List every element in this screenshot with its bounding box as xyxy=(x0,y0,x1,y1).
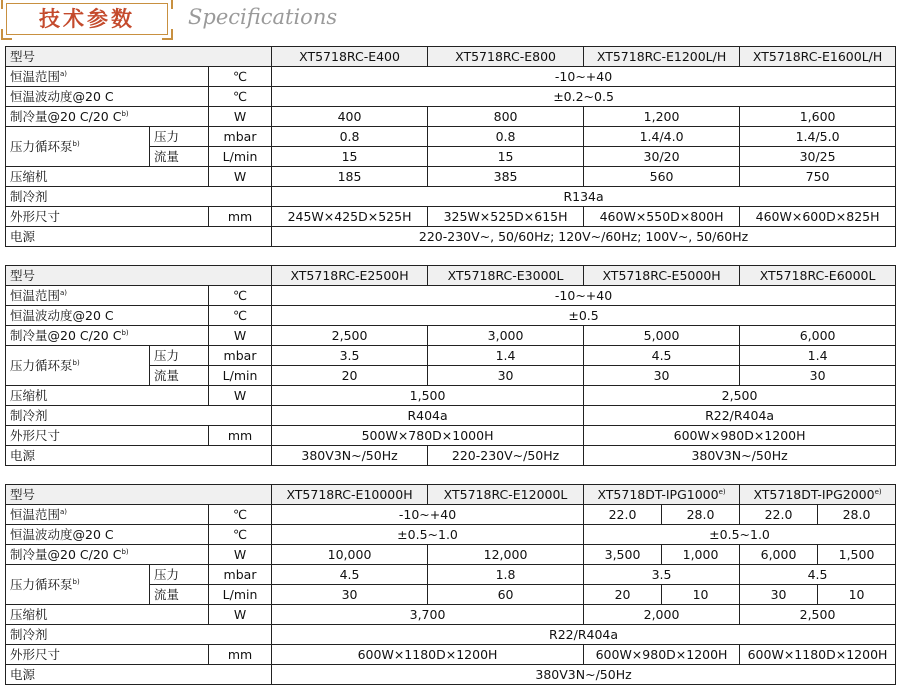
page-title-cn: 技术参数 xyxy=(39,7,135,31)
value-cell: 15 xyxy=(428,147,584,167)
value-cell: 30/25 xyxy=(740,147,896,167)
value-cell: 20 xyxy=(584,585,662,605)
value-cell: 800 xyxy=(428,107,584,127)
value-cell: -10~+40 xyxy=(272,67,896,87)
table-row xyxy=(6,187,896,207)
row-label-model: 型号 xyxy=(6,485,272,505)
table-row xyxy=(6,645,896,665)
table-row xyxy=(6,426,896,446)
row-label-pump: 压力循环泵$^{b)}$ xyxy=(6,127,150,167)
unit-cell: W xyxy=(209,107,272,127)
value-cell: 220-230V~/50Hz xyxy=(428,446,584,466)
row-label-power: 电源 xyxy=(6,665,272,685)
value-cell: 4.5 xyxy=(740,565,896,585)
value-cell: 4.5 xyxy=(272,565,428,585)
value-cell: 4.5 xyxy=(584,346,740,366)
title-frame xyxy=(6,3,168,35)
table-row xyxy=(6,545,896,565)
value-cell: 220-230V~, 50/60Hz; 120V~/60Hz; 100V~, 50/60Hz xyxy=(272,227,896,247)
unit-cell: ℃ xyxy=(209,505,272,525)
row-sublabel-pressure: 压力 xyxy=(150,127,209,147)
row-label-cooling: 制冷量@20 C/20 $C^{b)}$ xyxy=(6,545,209,565)
row-label-cooling: 制冷量@20 C/20 $C^{b)}$ xyxy=(6,326,209,346)
row-label-cooling: 制冷量@20 C/20 $C^{b)}$ xyxy=(6,107,209,127)
row-label-model: 型号 xyxy=(6,266,272,286)
value-cell: 28.0 xyxy=(662,505,740,525)
row-label-refrigerant: 制冷剂 xyxy=(6,187,272,207)
table-row xyxy=(6,406,896,426)
value-cell: 380V3N~/50Hz xyxy=(272,665,896,685)
unit-cell: W xyxy=(209,605,272,625)
row-label-compressor: 压缩机 xyxy=(6,167,209,187)
value-cell: 560 xyxy=(584,167,740,187)
value-cell: 460W×550D×800H xyxy=(584,207,740,227)
table-row xyxy=(6,107,896,127)
value-cell: 1,200 xyxy=(584,107,740,127)
page-title-en: Specifications xyxy=(188,5,338,29)
value-cell: ±0.5~1.0 xyxy=(584,525,896,545)
value-cell: 15 xyxy=(272,147,428,167)
row-sublabel-pressure: 压力 xyxy=(150,565,209,585)
value-cell: ±0.2~0.5 xyxy=(272,87,896,107)
row-label-model: 型号 xyxy=(6,47,272,67)
value-cell: -10~+40 xyxy=(272,505,584,525)
value-cell: 2,500 xyxy=(584,386,896,406)
value-cell: 30 xyxy=(272,585,428,605)
value-cell: 30 xyxy=(740,366,896,386)
value-cell: 3,700 xyxy=(272,605,584,625)
model-cell: XT5718RC-E800 xyxy=(428,47,584,67)
value-cell: 3.5 xyxy=(584,565,740,585)
value-cell: 385 xyxy=(428,167,584,187)
row-sublabel-flow: 流量 xyxy=(150,585,209,605)
table-row xyxy=(6,227,896,247)
value-cell: 30 xyxy=(428,366,584,386)
table-row xyxy=(6,326,896,346)
value-cell: 1.4 xyxy=(740,346,896,366)
value-cell: 750 xyxy=(740,167,896,187)
value-cell: 2,500 xyxy=(740,605,896,625)
unit-cell: W xyxy=(209,167,272,187)
value-cell: 460W×600D×825H xyxy=(740,207,896,227)
unit-cell: L/min xyxy=(209,366,272,386)
value-cell: 185 xyxy=(272,167,428,187)
value-cell: 6,000 xyxy=(740,326,896,346)
table-row xyxy=(6,625,896,645)
table-row xyxy=(6,286,896,306)
value-cell: R134a xyxy=(272,187,896,207)
value-cell: 600W×980D×1200H xyxy=(584,426,896,446)
model-cell: XT5718DT-IPG1000$^{e)}$ xyxy=(584,485,740,505)
row-sublabel-flow: 流量 xyxy=(150,366,209,386)
table-row xyxy=(6,565,896,585)
unit-cell: ℃ xyxy=(209,87,272,107)
table-row xyxy=(6,87,896,107)
value-cell: 10 xyxy=(818,585,896,605)
value-cell: ±0.5 xyxy=(272,306,896,326)
row-label-pump: 压力循环泵$^{b)}$ xyxy=(6,565,150,605)
row-label-refrigerant: 制冷剂 xyxy=(6,625,272,645)
unit-cell: W xyxy=(209,386,272,406)
model-cell: XT5718RC-E3000L xyxy=(428,266,584,286)
model-cell: XT5718RC-E5000H xyxy=(584,266,740,286)
row-label-compressor: 压缩机 xyxy=(6,605,209,625)
value-cell: 30 xyxy=(740,585,818,605)
table-row xyxy=(6,47,896,67)
value-cell: 3,500 xyxy=(584,545,662,565)
table-row xyxy=(6,505,896,525)
value-cell: -10~+40 xyxy=(272,286,896,306)
table-row xyxy=(6,525,896,545)
table-row xyxy=(6,605,896,625)
table-row xyxy=(6,306,896,326)
value-cell: 325W×525D×615H xyxy=(428,207,584,227)
model-cell: XT5718RC-E6000L xyxy=(740,266,896,286)
value-cell: 0.8 xyxy=(272,127,428,147)
unit-cell: mbar xyxy=(209,565,272,585)
row-label-dimensions: 外形尺寸 xyxy=(6,645,209,665)
row-label-power: 电源 xyxy=(6,227,272,247)
row-label-pump: 压力循环泵$^{b)}$ xyxy=(6,346,150,386)
value-cell: 380V3N~/50Hz xyxy=(272,446,428,466)
unit-cell: W xyxy=(209,545,272,565)
row-label-temp-range: 恒温范围$^{a)}$ xyxy=(6,67,209,87)
unit-cell: ℃ xyxy=(209,306,272,326)
value-cell: R22/R404a xyxy=(272,625,896,645)
value-cell: 3.5 xyxy=(272,346,428,366)
table-row xyxy=(6,167,896,187)
row-label-refrigerant: 制冷剂 xyxy=(6,406,272,426)
value-cell: 2,000 xyxy=(584,605,740,625)
row-label-temp-range: 恒温范围$^{a)}$ xyxy=(6,505,209,525)
unit-cell: mm xyxy=(209,207,272,227)
value-cell: 380V3N~/50Hz xyxy=(584,446,896,466)
value-cell: 2,500 xyxy=(272,326,428,346)
model-cell: XT5718RC-E400 xyxy=(272,47,428,67)
value-cell: 0.8 xyxy=(428,127,584,147)
row-label-stability: 恒温波动度@20 C xyxy=(6,306,209,326)
value-cell: 22.0 xyxy=(584,505,662,525)
value-cell: 245W×425D×525H xyxy=(272,207,428,227)
spec-table-2 xyxy=(5,265,896,466)
unit-cell: L/min xyxy=(209,147,272,167)
value-cell: 3,000 xyxy=(428,326,584,346)
unit-cell: mm xyxy=(209,645,272,665)
value-cell: 1.4/5.0 xyxy=(740,127,896,147)
unit-cell: mbar xyxy=(209,346,272,366)
value-cell: 500W×780D×1000H xyxy=(272,426,584,446)
value-cell: 10 xyxy=(662,585,740,605)
row-label-stability: 恒温波动度@20 C xyxy=(6,87,209,107)
unit-cell: ℃ xyxy=(209,525,272,545)
value-cell: 12,000 xyxy=(428,545,584,565)
value-cell: 1,600 xyxy=(740,107,896,127)
row-label-temp-range: 恒温范围$^{a)}$ xyxy=(6,286,209,306)
value-cell: 20 xyxy=(272,366,428,386)
row-sublabel-flow: 流量 xyxy=(150,147,209,167)
value-cell: 6,000 xyxy=(740,545,818,565)
value-cell: 30/20 xyxy=(584,147,740,167)
unit-cell: ℃ xyxy=(209,67,272,87)
row-label-dimensions: 外形尺寸 xyxy=(6,207,209,227)
row-label-dimensions: 外形尺寸 xyxy=(6,426,209,446)
value-cell: 30 xyxy=(584,366,740,386)
table-row xyxy=(6,67,896,87)
model-cell: XT5718DT-IPG2000$^{e)}$ xyxy=(740,485,896,505)
value-cell: 600W×1180D×1200H xyxy=(272,645,584,665)
value-cell: 5,000 xyxy=(584,326,740,346)
spec-table-1 xyxy=(5,46,896,247)
row-label-power: 电源 xyxy=(6,446,272,466)
value-cell: 1,000 xyxy=(662,545,740,565)
value-cell: 600W×980D×1200H xyxy=(584,645,740,665)
table-row xyxy=(6,386,896,406)
value-cell: R404a xyxy=(272,406,584,426)
table-row xyxy=(6,665,896,685)
value-cell: 10,000 xyxy=(272,545,428,565)
unit-cell: W xyxy=(209,326,272,346)
value-cell: 28.0 xyxy=(818,505,896,525)
row-label-compressor: 压缩机 xyxy=(6,386,209,406)
table-row xyxy=(6,266,896,286)
value-cell: 22.0 xyxy=(740,505,818,525)
value-cell: 400 xyxy=(272,107,428,127)
unit-cell: mm xyxy=(209,426,272,446)
row-label-stability: 恒温波动度@20 C xyxy=(6,525,209,545)
model-cell: XT5718RC-E2500H xyxy=(272,266,428,286)
value-cell: 60 xyxy=(428,585,584,605)
value-cell: 1.8 xyxy=(428,565,584,585)
value-cell: 600W×1180D×1200H xyxy=(740,645,896,665)
model-cell: XT5718RC-E1600L/H xyxy=(740,47,896,67)
unit-cell: mbar xyxy=(209,127,272,147)
table-row xyxy=(6,346,896,366)
unit-cell: ℃ xyxy=(209,286,272,306)
spec-table-3 xyxy=(5,484,896,685)
value-cell: 1,500 xyxy=(818,545,896,565)
page-header xyxy=(0,0,900,38)
model-cell: XT5718RC-E1200L/H xyxy=(584,47,740,67)
value-cell: R22/R404a xyxy=(584,406,896,426)
model-cell: XT5718RC-E12000L xyxy=(428,485,584,505)
table-row xyxy=(6,207,896,227)
value-cell: 1.4/4.0 xyxy=(584,127,740,147)
unit-cell: L/min xyxy=(209,585,272,605)
table-row xyxy=(6,485,896,505)
row-sublabel-pressure: 压力 xyxy=(150,346,209,366)
value-cell: ±0.5~1.0 xyxy=(272,525,584,545)
value-cell: 1,500 xyxy=(272,386,584,406)
table-row xyxy=(6,127,896,147)
table-row xyxy=(6,446,896,466)
model-cell: XT5718RC-E10000H xyxy=(272,485,428,505)
value-cell: 1.4 xyxy=(428,346,584,366)
